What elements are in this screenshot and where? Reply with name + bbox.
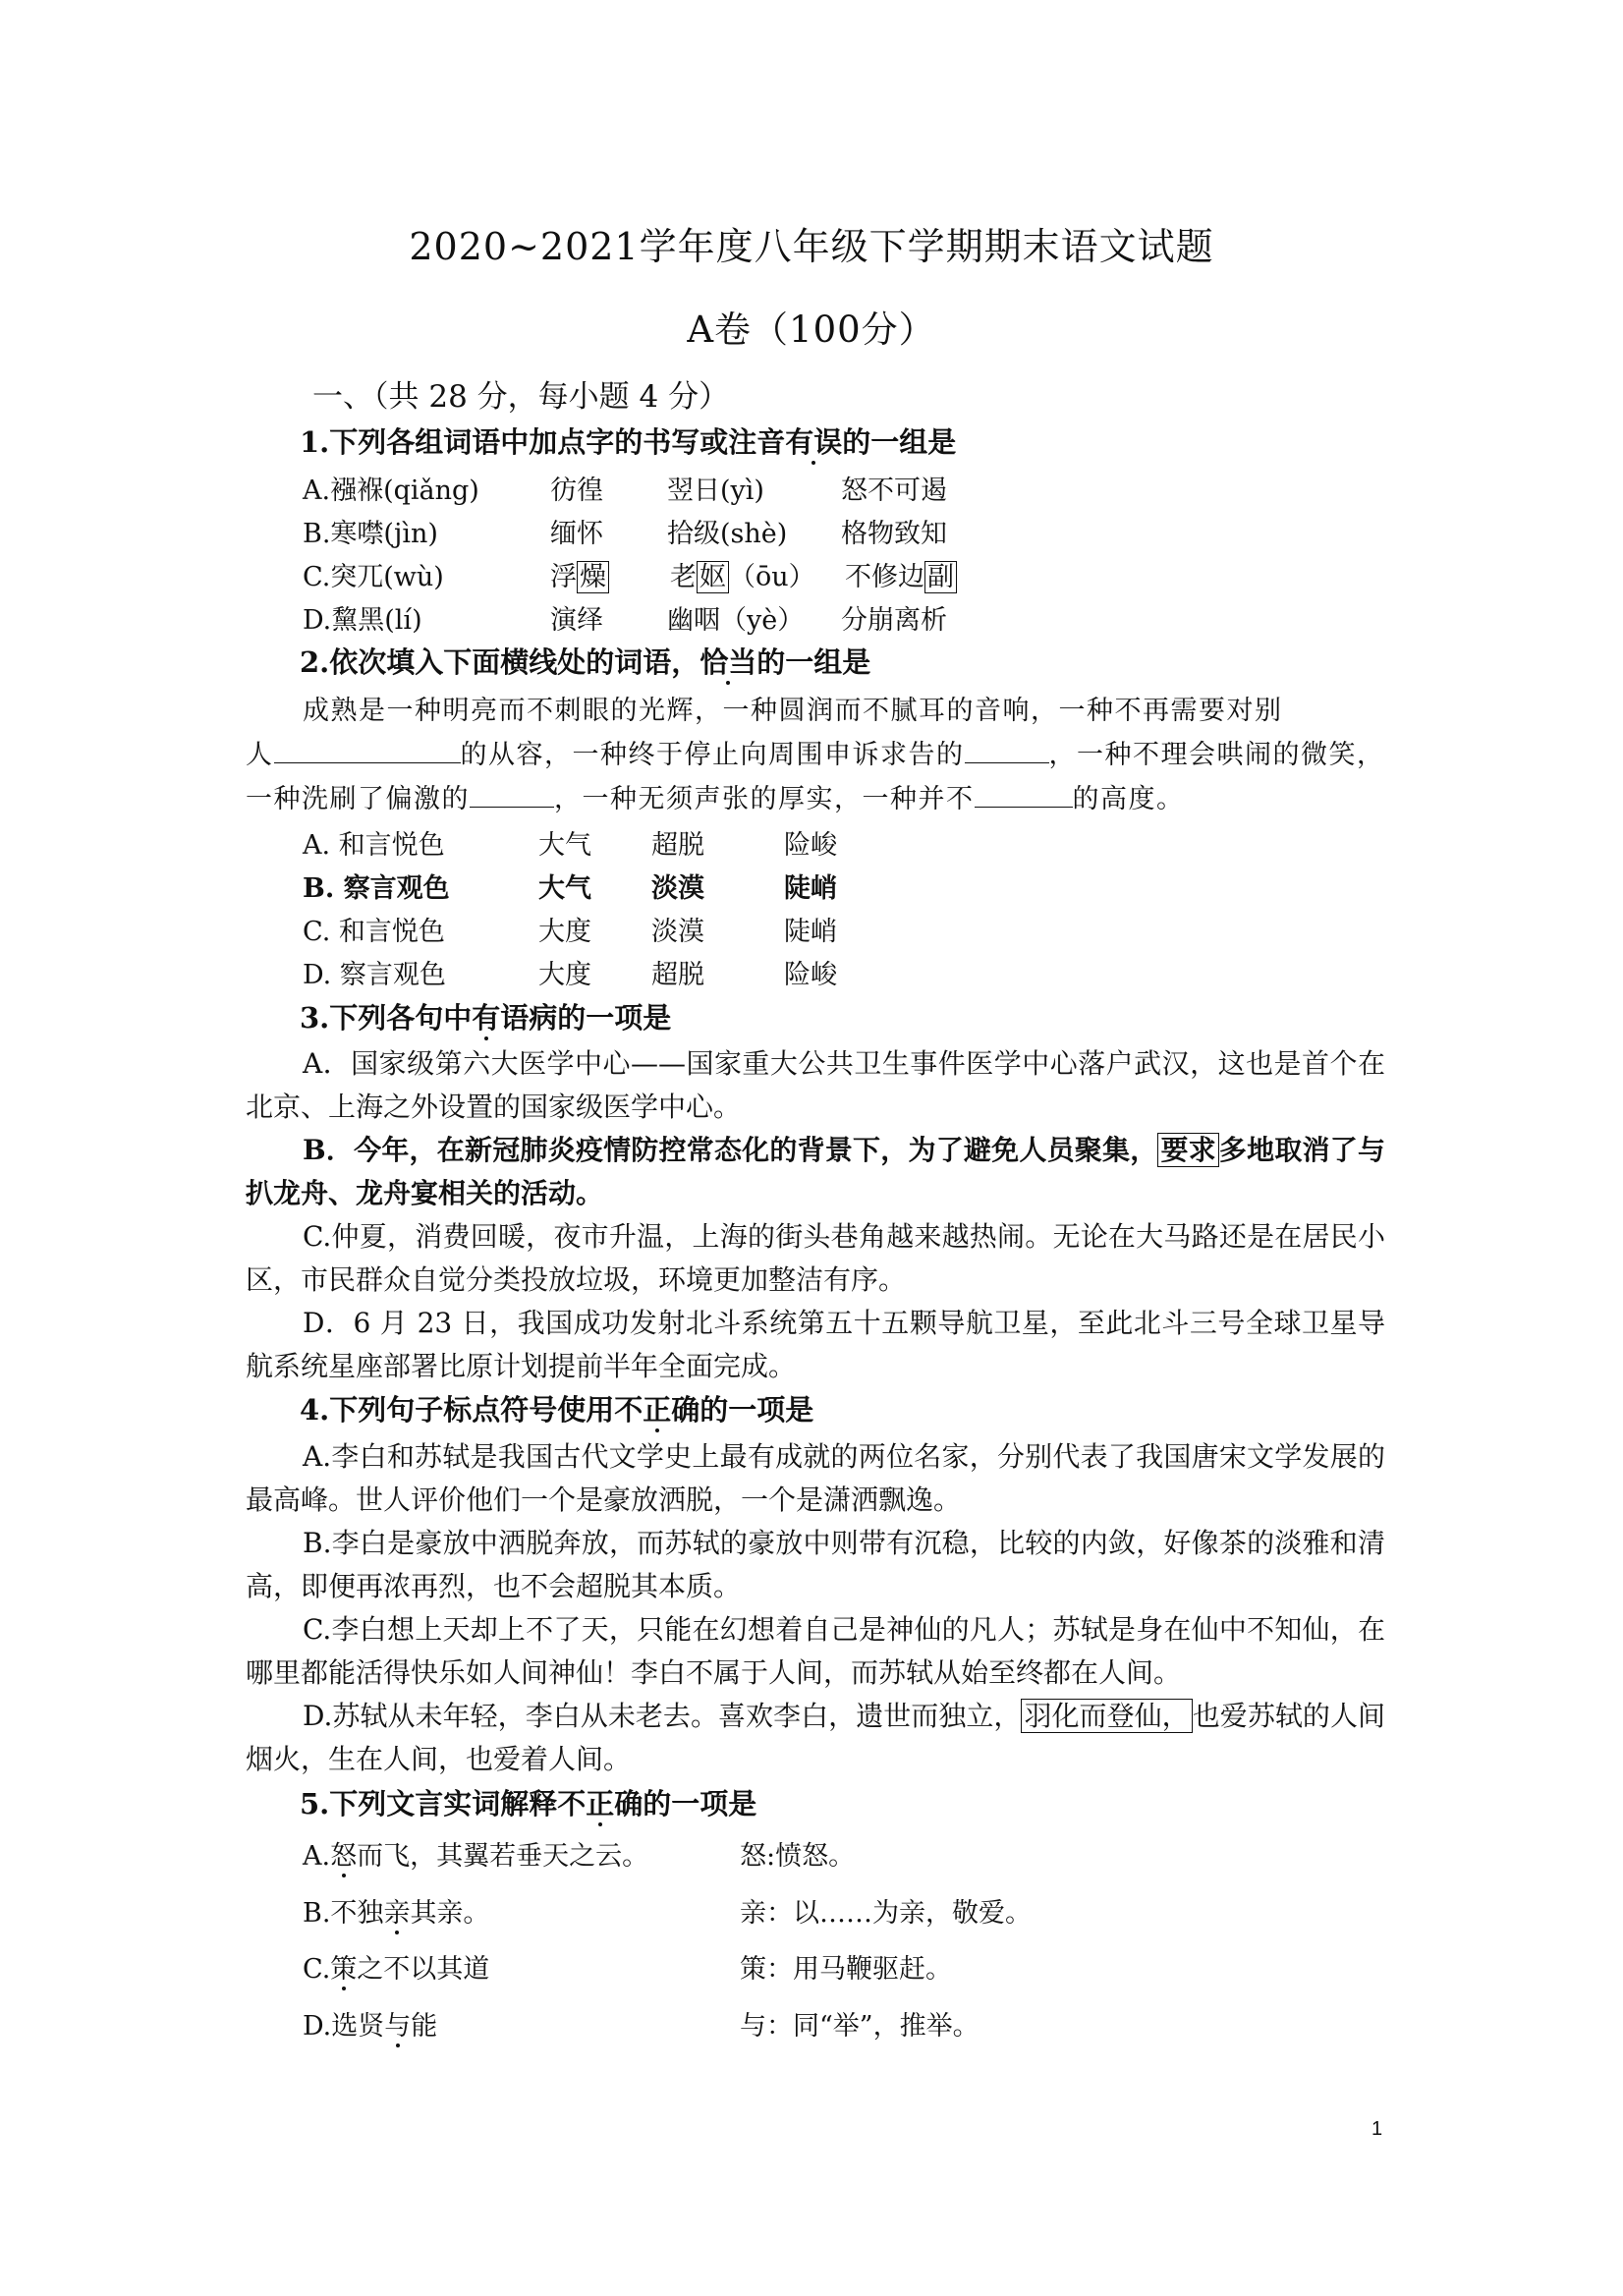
question-3-option-b: B．今年，在新冠肺炎疫情防控常态化的背景下，为了避免人员聚集， 要求 多地取消了与扒龙舟、龙舟宴相关的活动。 (246, 1134, 1385, 1209)
question-4-option-d: D.苏轼从未年轻，李白从未老去。喜欢李白，遗世而独立， 羽化而登仙， 也爱苏轼的人间烟火，生在人间，也爱着人间。 (246, 1700, 1385, 1775)
emphasis-dot-text: 恰当 (700, 645, 757, 679)
fill-blank (965, 743, 1049, 763)
question-3-stem: 3.下列各句中有语病的一项是 (300, 1001, 672, 1035)
fill-blank (470, 787, 554, 808)
dotted-character: 怒 (330, 1841, 358, 1872)
fill-blank (274, 743, 461, 763)
emphasis-dot-text: 不正确 (557, 1787, 644, 1820)
boxed-character: 燥 (577, 561, 609, 593)
boxed-character: 妪 (697, 561, 729, 593)
emphasis-dot-text: 有 (472, 1001, 501, 1035)
question-3-option-c: C.仲夏，消费回暖，夜市升温，上海的街头巷角越来越热闹。无论在大马路还是在居民小区，市民群众自觉分类投放垃圾，环境更加整洁有序。 (246, 1220, 1385, 1296)
section-heading: 一、（共 28 分，每小题 4 分） (312, 379, 730, 415)
question-3-option-d: D．6 月 23 日，我国成功发射北斗系统第五十五颗导航卫星，至此北斗三号全球卫星导航系统星座部署比原计划提前半年全面完成。 (246, 1307, 1385, 1382)
dotted-character: 与 (384, 2011, 412, 2042)
boxed-word: 要求 (1157, 1133, 1218, 1167)
question-5-stem: 5.下列文言实词解释不正确的一项是 (300, 1787, 757, 1820)
question-4-option-a: A.李白和苏轼是我国古代文学史上最有成就的两位名家，分别代表了我国唐宋文学发展的最高峰。世人评价他们一个是豪放洒脱，一个是潇洒飘逸。 (246, 1440, 1385, 1516)
question-2-stem: 2.依次填入下面横线处的词语，恰当的一组是 (300, 645, 871, 679)
fill-blank (975, 787, 1073, 808)
exam-page: 2020~2021学年度八年级下学期期末语文试题 A卷（100分） 一、（共 28 分，每小题 4 分） 1.下列各组词语中加点字的书写或注音有误的一组是 A.襁褓(qiǎng) 彷徨 翌日(yì) 怒不可遏 B.寒噤(jìn) 缅怀 拾级(shè) 格物致知 C.突兀(wù) 浮 燥 老 妪 （ōu） 不修边 副 D.黧黑(lí) 演绎 幽咽（yè） 分崩离析 2.依次填入下面横线处的词语，恰当的一组是 成熟是一种明亮而不刺眼的光辉，一种圆润而不腻耳的音响，一种不再需要对别 人 的从容，一种终于停止向周围申诉求告的 ，一种不理会哄闹的微笑， 一种洗刷了偏激的 ，一种无须声张的厚实，一种并不 的高度。 A. 和言悦色 大气 超脱 险峻 B. 察言观色 大气 淡漠 陡峭 C. 和言悦色 大度 淡漠 陡峭 D. 察言观色 大度 超脱 险峻 3.下列各句中有语病的一项是 A．国家级第六大医学中心——国家重大公共卫生事件医学中心落户武汉，这也是首个在北京、上海之外设置的国家级医学中心。 B．今年，在新冠肺炎疫情防控常态化的背景下，为了避免人员聚集， 要求 多地取消了与扒龙舟、龙舟宴相关的活动。 C.仲夏，消费回暖，夜市升温，上海的街头巷角越来越热闹。无论在大马路还是在居民小区，市民群众自觉分类投放垃圾，环境更加整洁有序。 D．6 月 23 日，我国成功发射北斗系统第五十五颗导航卫星，至此北斗三号全球卫星导航系统星座部署比原计划提前半年全面完成。 4.下列句子标点符号使用不正确的一项是 A.李白和苏轼是我国古代文学史上最有成就的两位名家，分别代表了我国唐宋文学发展的最高峰。世人评价他们一个是豪放洒脱，一个是潇洒飘逸。 B.李白是豪放中洒脱奔放，而苏轼的豪放中则带有沉稳，比较的内敛，好像茶的淡雅和清高，即便再浓再烈，也不会超脱其本质。 C.李白想上天却上不了天，只能在幻想着自己是神仙的凡人；苏轼是身在仙中不知仙，在哪里都能活得快乐如人间神仙！李白不属于人间，而苏轼从始至终都在人间。 D.苏轼从未年轻，李白从未老去。喜欢李白，遗世而独立， 羽化而登仙， 也爱苏轼的人间烟火，生在人间，也爱着人间。 5.下列文言实词解释不正确的一项是 A.怒而飞，其翼若垂天之云。 怒:愤怒。 B.不独亲其亲。 亲：以……为亲，敬爱。 C.策之不以其道 策：用马鞭驱赶。 D.选贤与能 与：同“举”，推举。 1 (0, 0, 1623, 2296)
page-subtitle: A卷（100分） (687, 308, 936, 351)
question-4-option-c: C.李白想上天却上不了天，只能在幻想着自己是神仙的凡人；苏轼是身在仙中不知仙，在哪里都能活得快乐如人间神仙！李白不属于人间，而苏轼从始至终都在人间。 (246, 1613, 1385, 1689)
boxed-character: 副 (924, 561, 957, 593)
question-1-stem: 1.下列各组词语中加点字的书写或注音有误的一组是 (300, 425, 957, 459)
page-number: 1 (1371, 2118, 1383, 2140)
dotted-character: 策 (330, 1954, 358, 1985)
emphasis-dot-text: 有误 (785, 425, 843, 459)
page-title: 2020~2021学年度八年级下学期期末语文试题 (409, 225, 1214, 268)
emphasis-dot-text: 不正确 (614, 1393, 700, 1427)
boxed-word: 羽化而登仙， (1021, 1699, 1192, 1733)
question-3-option-a: A．国家级第六大医学中心——国家重大公共卫生事件医学中心落户武汉，这也是首个在北京、上海之外设置的国家级医学中心。 (246, 1047, 1385, 1123)
question-2-passage: 成熟是一种明亮而不刺眼的光辉，一种圆润而不腻耳的音响，一种不再需要对别 人 的从容，一种终于停止向周围申诉求告的 ，一种不理会哄闹的微笑， 一种洗刷了偏激的 ，一种无须声张的厚实，一种并不 的高度。 (246, 696, 1385, 814)
question-4-stem: 4.下列句子标点符号使用不正确的一项是 (300, 1393, 814, 1427)
question-4-option-b: B.李白是豪放中洒脱奔放，而苏轼的豪放中则带有沉稳，比较的内敛，好像茶的淡雅和清高，即便再浓再烈，也不会超脱其本质。 (246, 1527, 1385, 1602)
dotted-character: 亲 (383, 1898, 411, 1929)
